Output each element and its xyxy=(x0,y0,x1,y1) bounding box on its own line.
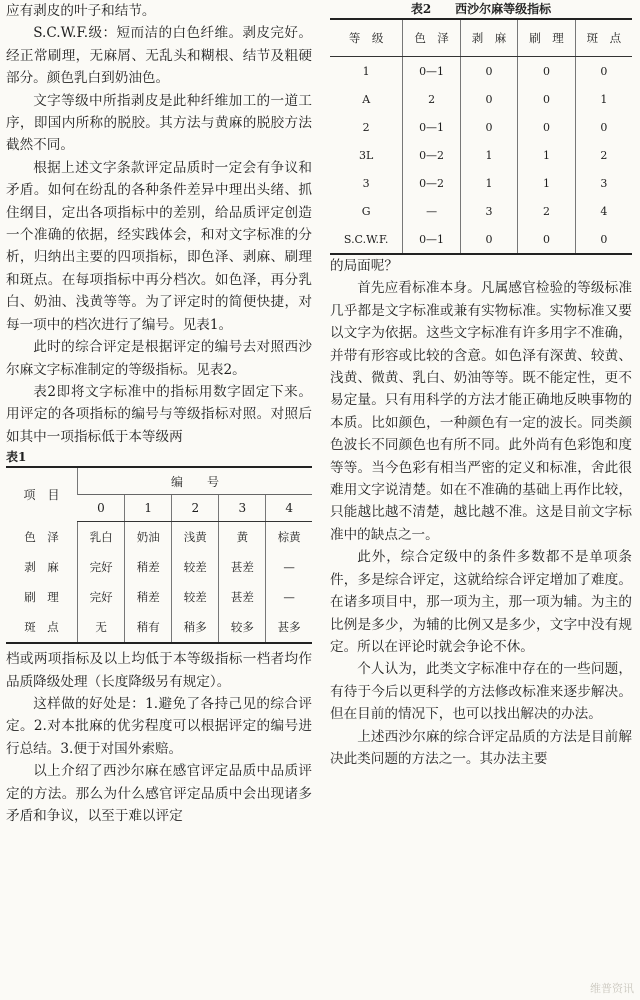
table-row xyxy=(330,57,632,86)
table-cell: 较差 xyxy=(172,552,219,582)
table-header: 项 目 xyxy=(23,488,60,503)
paragraph: 文字等级中所指剥皮是此种纤维加工的一道工序，即国内所称的脱胶。其方法与黄麻的脱胶方法截然不同。 xyxy=(6,92,312,154)
paragraph: 此时的综合评定是根据评定的编号去对照西沙尔麻文字标准制定的等级指标。见表2。 xyxy=(6,339,312,378)
paragraph: 应有剥皮的叶子和结节。 xyxy=(6,3,156,19)
table-cell: 1 xyxy=(460,141,517,169)
table-cell: 3 xyxy=(460,197,517,225)
table-cell: 2 xyxy=(362,120,370,134)
table-cell: A xyxy=(362,92,371,106)
table-cell: 1 xyxy=(460,169,517,197)
watermark: 维普资讯 xyxy=(590,982,634,995)
row-label: 刷 理 xyxy=(24,590,59,605)
row-label: 剥 麻 xyxy=(24,560,59,575)
table-cell: 0 xyxy=(575,113,632,141)
table-cell: 甚差 xyxy=(219,582,266,612)
table-header: 编 号 xyxy=(78,467,312,495)
table-cell: 稍多 xyxy=(172,612,219,643)
paragraph: S.C.W.F.级：短而洁的白色纤维。剥皮完好。经正常刷理，无麻屑、无乱头和糊根、结节及粗硬部分。颜色乳白到奶油色。 xyxy=(6,25,312,87)
table-cell: 0 xyxy=(575,57,632,86)
table-2 xyxy=(330,18,632,255)
table-cell: 1 xyxy=(362,64,370,78)
table-cell: 0 xyxy=(518,113,575,141)
paragraph: 首先应看标准本身。凡属感官检验的等级标准几乎都是文字标准或兼有实物标准。实物标准又要以文字为依据。这些文字标准有许多用字不准确，并带有形容或比较的含意。如色泽有深黄、较黄、浅黄、微黄、乳白、奶油等等。既不能定性，更不易定量。只有用科学的方法才能正确地反映事物的本质。比如颜色，一种颜色有一定的波长。同类颜色波长不同颜色也有所不同。此外尚有色彩饱和度等等。当今色彩有相当严密的定义和标准，舍此很难用文字说清楚。如在不准确的基础上再作比较，只能越比越不清楚，越比越不准。这是目前文字标准中的缺点之一。 xyxy=(330,280,632,543)
table-cell: 0 xyxy=(518,85,575,113)
table-cell: 3 xyxy=(362,176,370,190)
table-row xyxy=(330,169,632,197)
table-cell: 2 xyxy=(518,197,575,225)
paragraph: 根据上述文字条款评定品质时一定会有争议和矛盾。如何在纷乱的各种条件差异中理出头绪、抓住纲目，定出各项指标中的差别，给品质评定创造一个准确的依据，经实践体会，和对文字标准的分析，归纳出主要的四项指标，即色泽、剥麻、刷理和斑点。在每项指标中再分档次。如色泽，再分乳白、奶油、浅黄等等。为了评定时的简便快捷，对每一项中的档次进行了编号。见表1。 xyxy=(6,159,312,333)
right-column xyxy=(330,0,632,770)
table-cell: 0 xyxy=(460,113,517,141)
table-cell: 棕黄 xyxy=(266,522,312,553)
paragraph: 档或两项指标及以上均低于本等级指标一档者均作品质降级处理（长度降级另有规定）。 xyxy=(6,651,312,690)
table-cell: — xyxy=(403,197,460,225)
table-cell: 0—2 xyxy=(403,141,460,169)
table-cell: 奶油 xyxy=(125,522,172,553)
table-header: 刷 理 xyxy=(518,19,575,57)
table-cell: 0 xyxy=(518,57,575,86)
table-cell: G xyxy=(361,204,371,218)
table-cell: 2 xyxy=(403,85,460,113)
table-header: 剥 麻 xyxy=(460,19,517,57)
table-cell: 完好 xyxy=(78,582,125,612)
table-cell: 黄 xyxy=(219,522,266,553)
paragraph: 个人认为，此类文字标准中存在的一些问题，有待于今后以更科学的方法修改标准来逐步解决。但在目前的情况下，也可以找出解决的办法。 xyxy=(330,661,632,723)
table-cell: 甚差 xyxy=(219,552,266,582)
left-column xyxy=(6,0,312,827)
table-cell: 无 xyxy=(78,612,125,643)
paragraph: 这样做的好处是：1.避免了各持己见的综合评定。2.对本批麻的优劣程度可以根据评定的编号进行总结。3.便于对国外索赔。 xyxy=(6,695,312,757)
table-cell: 0 xyxy=(460,57,517,86)
row-label: 色 泽 xyxy=(24,529,59,544)
table-row xyxy=(330,197,632,225)
table-cell: 1 xyxy=(518,169,575,197)
table-row xyxy=(6,612,312,643)
table-cell: 稍差 xyxy=(125,582,172,612)
table-cell: 0—1 xyxy=(403,113,460,141)
table-cell: 乳白 xyxy=(78,522,125,553)
table-header: 0 xyxy=(78,495,125,522)
table-header: 等 级 xyxy=(330,19,403,57)
table-cell: 较多 xyxy=(219,612,266,643)
table-1 xyxy=(6,466,312,644)
paragraph: 此外，综合定级中的条件多数都不是单项条件，多是综合评定，这就给综合评定增加了难度。在诸多项目中，那一项为主，那一项为辅。为主的比例是多少，为辅的比例又是多少，文字中没有规定。所以在评论时就会争论不休。 xyxy=(330,549,632,655)
table-header: 3 xyxy=(219,495,266,522)
table-cell: 完好 xyxy=(78,552,125,582)
table-1-caption: 表1 xyxy=(6,450,27,465)
table-row xyxy=(330,225,632,254)
table-cell: 较差 xyxy=(172,582,219,612)
table-cell: 0—1 xyxy=(403,225,460,254)
table-row xyxy=(330,141,632,169)
table-header: 色 泽 xyxy=(403,19,460,57)
table-cell: 1 xyxy=(575,85,632,113)
table-cell: 4 xyxy=(575,197,632,225)
table-cell: S.C.W.F. xyxy=(343,232,389,246)
table-header: 4 xyxy=(266,495,312,522)
table-cell: — xyxy=(266,552,312,582)
table-header: 1 xyxy=(125,495,172,522)
table-cell: 甚多 xyxy=(266,612,312,643)
table-header: 斑 点 xyxy=(575,19,632,57)
table-row xyxy=(6,582,312,612)
table-cell: 0 xyxy=(518,225,575,254)
table-cell: 0—1 xyxy=(403,57,460,86)
table-cell: 0 xyxy=(460,85,517,113)
table-cell: 2 xyxy=(575,141,632,169)
table-cell: 0—2 xyxy=(403,169,460,197)
table-cell: 0 xyxy=(460,225,517,254)
table-header: 2 xyxy=(172,495,219,522)
paragraph: 的局面呢？ xyxy=(330,258,398,274)
table-cell: 0 xyxy=(575,225,632,254)
table-cell: 1 xyxy=(518,141,575,169)
table-row xyxy=(6,552,312,582)
table-row xyxy=(6,522,312,553)
table-cell: 稍差 xyxy=(125,552,172,582)
paragraph: 以上介绍了西沙尔麻在感官评定品质中品质评定的方法。那么为什么感官评定品质中会出现诸多矛盾和争议，以至于难以评定 xyxy=(6,763,312,824)
paragraph: 上述西沙尔麻的综合评定品质的方法是目前解决此类问题的方法之一。其办法主要 xyxy=(330,728,632,767)
table-cell: — xyxy=(266,582,312,612)
table-cell: 浅黄 xyxy=(172,522,219,553)
table-cell: 3 xyxy=(575,169,632,197)
table-cell: 稍有 xyxy=(125,612,172,643)
table-cell: 3L xyxy=(359,148,374,162)
row-label: 斑 点 xyxy=(24,620,59,635)
paragraph: 表2即将文字标准中的指标用数字固定下来。用评定的各项指标的编号与等级指标对照。对照后如其中一项指标低于本等级两 xyxy=(6,383,312,445)
table-row xyxy=(330,85,632,113)
table-row xyxy=(330,113,632,141)
table-2-caption: 表2 西沙尔麻等级指标 xyxy=(410,2,552,16)
